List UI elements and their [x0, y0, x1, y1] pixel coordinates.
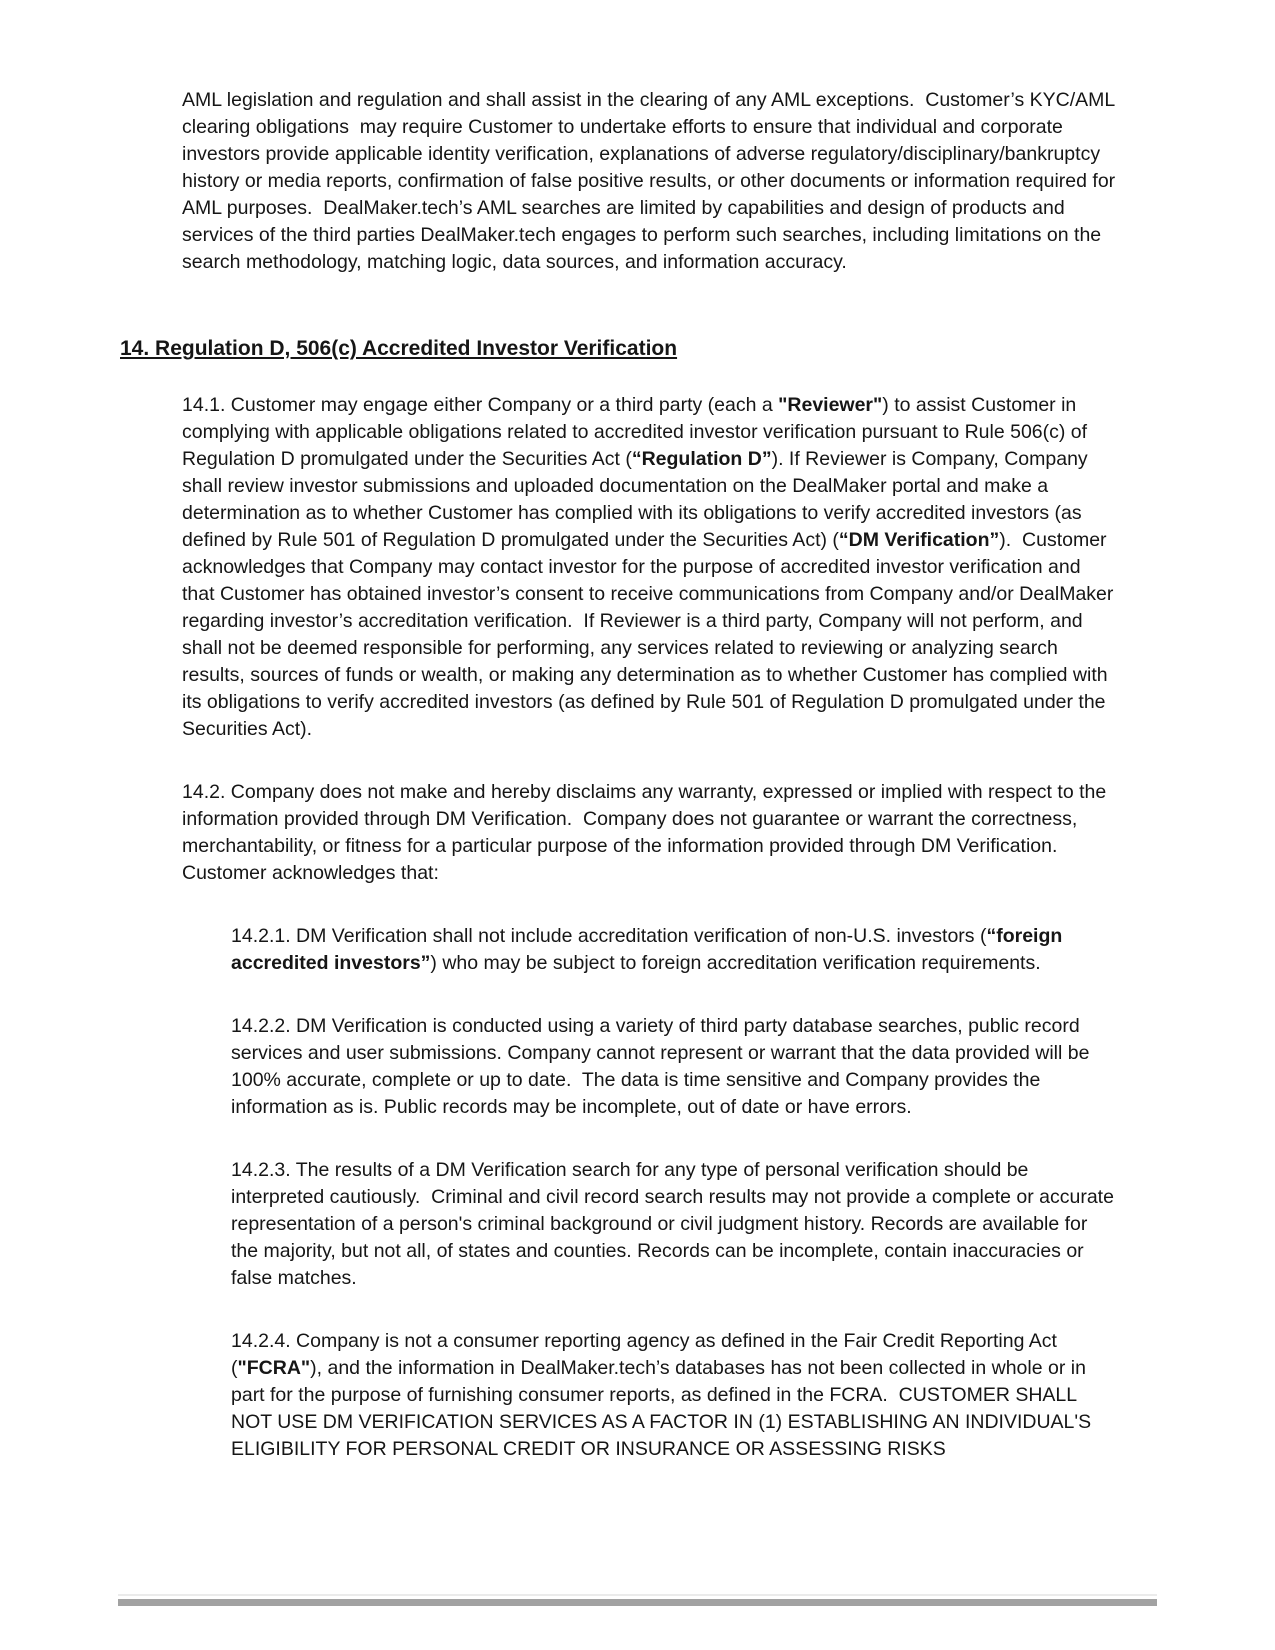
clause-14-1 — [182, 392, 1117, 743]
page-bottom-divider — [118, 1599, 1157, 1606]
text-run: AML legislation and regulation and shall assist in the clearing of any AML exceptions. Customer’s KYC/AML clearing obligations may require Customer to undertake efforts to ensure that individual and corporate investors provide applicable identity verification, explanations of adverse regulatory/disciplinary/bankruptcy history or media reports, confirmation of false positive results, or other documents or information required for AML purposes. DealMaker.tech’s AML searches are limited by capabilities and design of products and services of the third parties DealMaker.tech engages to perform such searches, including limitations on the search methodology, matching logic, data sources, and information accuracy. — [182, 89, 1120, 273]
text-run: "Reviewer" — [778, 394, 883, 416]
text-run: 14.2. Company does not make and hereby disclaims any warranty, expressed or implied with respect to the information provided through DM Verification. Company does not guarantee or warrant the correctness, merchantability, or fitness for a particular purpose of the information provided through DM Verification. Customer acknowledges that: — [182, 781, 1112, 884]
text-run: "FCRA" — [237, 1357, 311, 1379]
paragraph-aml-continuation — [182, 87, 1120, 276]
clause-14-2-2 — [231, 1013, 1116, 1121]
text-run: 14.2.3. The results of a DM Verification search for any type of personal verification should be interpreted cautiously. Criminal and civil record search results may not provide a complete or accurate representation of a person's criminal background or civil judgment history. Records are available for the majority, but not all, of states and counties. Records can be incomplete, contain inaccuracies or false matches. — [231, 1159, 1120, 1289]
text-run: 14.2.4. Company is not a consumer reporting agency as defined in the Fair Credit Reporting Act ( — [231, 1330, 1063, 1379]
text-run: ), and the information in DealMaker.tech’s databases has not been collected in whole or in part for the purpose of furnishing consumer reports, as defined in the FCRA. CUSTOMER SHALL NOT USE DM VERIFICATION SERVICES AS A FACTOR IN (1) ESTABLISHING AN INDIVIDUAL'S ELIGIBILITY FOR PERSONAL CREDIT OR INSURANCE OR ASSESSING RISKS — [231, 1357, 1097, 1460]
text-run: ) to assist Customer in complying with applicable obligations related to accredited investor verification pursuant to Rule 506(c) of Regulation D promulgated under the Securities Act ( — [182, 394, 1093, 470]
text-run: 14.2.2. DM Verification is conducted using a variety of third party database searches, public record services and user submissions. Company cannot represent or warrant that the data provided will be 100% accurate, complete or up to date. The data is time sensitive and Company provides the information as is. Public records may be incomplete, out of date or have errors. — [231, 1015, 1095, 1118]
clause-14-2-1 — [231, 923, 1116, 977]
text-run: 14. Regulation D, 506(c) Accredited Investor Verification — [120, 337, 678, 360]
text-run: ) who may be subject to foreign accreditation verification requirements. — [430, 952, 1041, 974]
text-run: ). If Reviewer is Company, Company shall review investor submissions and uploaded documentation on the DealMaker portal and make a determination as to whether Customer has complied with its obligations to verify accredited investors (as defined by Rule 501 of Regulation D promulgated under the Securities Act) ( — [182, 448, 1094, 551]
text-run: “DM Verification” — [838, 529, 1000, 551]
text-run: ). Customer acknowledges that Company may contact investor for the purpose of accredited investor verification and that Customer has obtained investor’s consent to receive communications from Company and/or DealMaker regarding investor’s accreditation verification. If Reviewer is a third party, Company will not perform, and shall not be deemed responsible for performing, any services related to reviewing or analyzing search results, sources of funds or wealth, or making any determination as to whether Customer has complied with its obligations to verify accredited investors (as defined by Rule 501 of Regulation D promulgated under the Securities Act). — [182, 529, 1119, 740]
page-bottom-divider-highlight — [118, 1594, 1157, 1596]
section-heading-14 — [120, 334, 677, 364]
clause-14-2-3 — [231, 1157, 1120, 1292]
clause-14-2 — [182, 779, 1117, 887]
text-run: “Regulation D” — [631, 448, 772, 470]
text-run: 14.1. Customer may engage either Company or a third party (each a — [182, 394, 779, 416]
clause-14-2-4 — [231, 1328, 1116, 1463]
text-run: “foreign accredited investors” — [231, 925, 1068, 974]
text-run: 14.2.1. DM Verification shall not include accreditation verification of non-U.S. investors ( — [231, 925, 987, 947]
